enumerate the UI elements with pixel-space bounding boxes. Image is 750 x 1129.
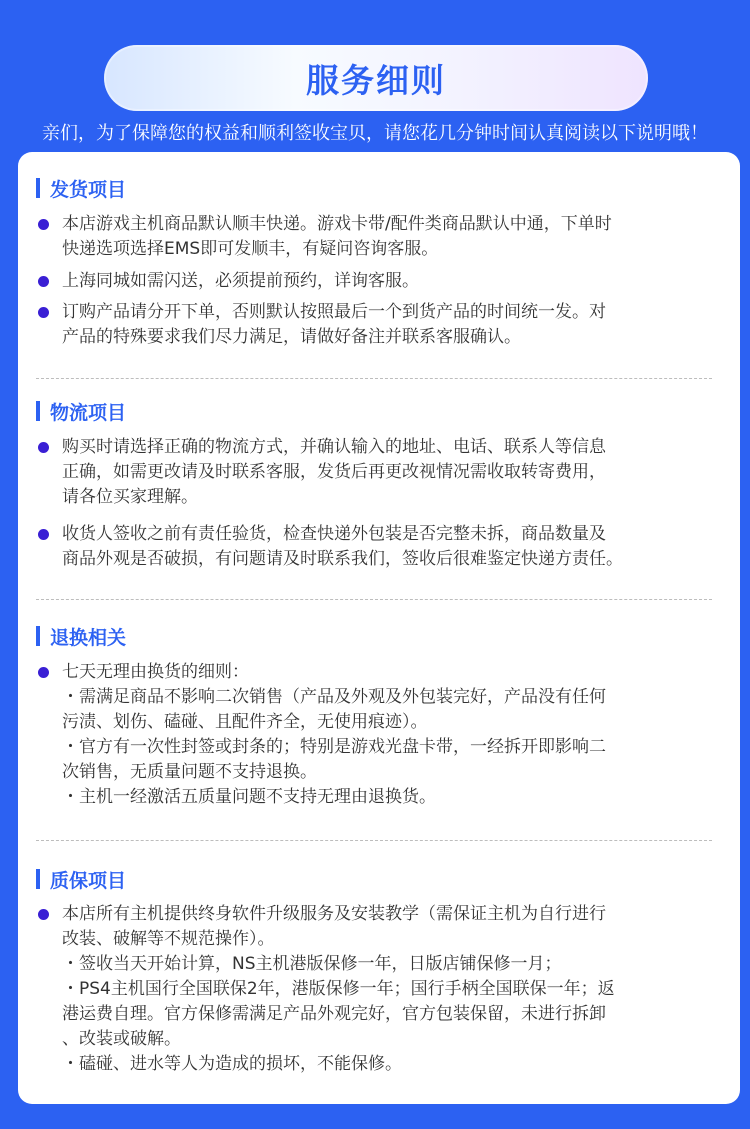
list-item bbox=[62, 300, 722, 350]
bullet-dot bbox=[38, 442, 49, 453]
text-line: ・官方有一次性封签或封条的；特别是游戏光盘卡带，一经拆开即影响二 bbox=[62, 737, 606, 757]
text-line: 请各位买家理解。 bbox=[62, 487, 198, 507]
text-line: ・磕碰、进水等人为造成的损坏，不能保修。 bbox=[62, 1054, 402, 1074]
text-line: 订购产品请分开下单，否则默认按照最后一个到货产品的时间统一发。对 bbox=[62, 302, 606, 322]
list-item bbox=[62, 269, 722, 294]
section-title: 质保项目 bbox=[50, 869, 127, 892]
page-title: 服务细则 bbox=[306, 60, 446, 100]
section-title: 退换相关 bbox=[50, 626, 127, 649]
text-line: 、改装或破解。 bbox=[62, 1029, 181, 1049]
content-card bbox=[18, 152, 740, 1104]
text-line: ・需满足商品不影响二次销售（产品及外观及外包装完好，产品没有任何 bbox=[62, 687, 606, 707]
text-line: 收货人签收之前有责任验货，检查快递外包装是否完整未拆，商品数量及 bbox=[62, 524, 606, 544]
list-item bbox=[62, 212, 722, 262]
section-divider bbox=[36, 840, 712, 841]
section-header-warranty bbox=[36, 867, 126, 891]
text-line: 七天无理由换货的细则： bbox=[62, 662, 249, 682]
text-line: 本店游戏主机商品默认顺丰快递。游戏卡带/配件类商品默认中通，下单时 bbox=[62, 214, 612, 234]
text-line: 快递选项选择EMS即可发顺丰，有疑问咨询客服。 bbox=[62, 239, 439, 259]
text-line: 上海同城如需闪送，必须提前预约，详询客服。 bbox=[62, 271, 419, 291]
bullet-dot bbox=[38, 667, 49, 678]
section-header-returns bbox=[36, 624, 126, 648]
section-marker bbox=[36, 869, 40, 889]
text-line: 改装、破解等不规范操作）。 bbox=[62, 929, 275, 949]
section-title: 物流项目 bbox=[50, 401, 127, 424]
bullet-dot bbox=[38, 276, 49, 287]
section-marker bbox=[36, 401, 40, 421]
section-title: 发货项目 bbox=[50, 178, 127, 201]
list-item bbox=[62, 522, 722, 572]
bullet-dot bbox=[38, 219, 49, 230]
text-line: 购买时请选择正确的物流方式，并确认输入的地址、电话、联系人等信息 bbox=[62, 437, 606, 457]
text-line: 次销售，无质量问题不支持退换。 bbox=[62, 762, 317, 782]
section-divider bbox=[36, 378, 712, 379]
section-header-shipping bbox=[36, 176, 126, 200]
text-line: 产品的特殊要求我们尽力满足，请做好备注并联系客服确认。 bbox=[62, 327, 521, 347]
section-marker bbox=[36, 178, 40, 198]
title-banner bbox=[104, 45, 648, 111]
intro-text: 亲们，为了保障您的权益和顺利签收宝贝，请您花几分钟时间认真阅读以下说明哦！ bbox=[42, 123, 708, 144]
text-line: ・主机一经激活五质量问题不支持无理由退换货。 bbox=[62, 787, 436, 807]
text-line: 商品外观是否破损，有问题请及时联系我们，签收后很难鉴定快递方责任。 bbox=[62, 549, 623, 569]
text-line: 本店所有主机提供终身软件升级服务及安装教学（需保证主机为自行进行 bbox=[62, 904, 606, 924]
text-line: ・PS4主机国行全国联保2年，港版保修一年；国行手柄全国联保一年；返 bbox=[62, 979, 615, 999]
bullet-dot bbox=[38, 307, 49, 318]
text-line: 正确，如需更改请及时联系客服，发货后再更改视情况需收取转寄费用， bbox=[62, 462, 606, 482]
bullet-dot bbox=[38, 909, 49, 920]
list-item bbox=[62, 435, 722, 510]
text-line: 污渍、划伤、磕碰、且配件齐全，无使用痕迹）。 bbox=[62, 712, 428, 732]
bullet-dot bbox=[38, 529, 49, 540]
section-divider bbox=[36, 599, 712, 600]
text-line: 港运费自理。官方保修需满足产品外观完好，官方包装保留，未进行拆卸 bbox=[62, 1004, 606, 1024]
text-line: ・签收当天开始计算，NS主机港版保修一年，日版店铺保修一月； bbox=[62, 954, 562, 974]
list-item bbox=[62, 660, 722, 810]
section-marker bbox=[36, 626, 40, 646]
section-header-logistics bbox=[36, 399, 126, 423]
list-item bbox=[62, 902, 722, 1077]
